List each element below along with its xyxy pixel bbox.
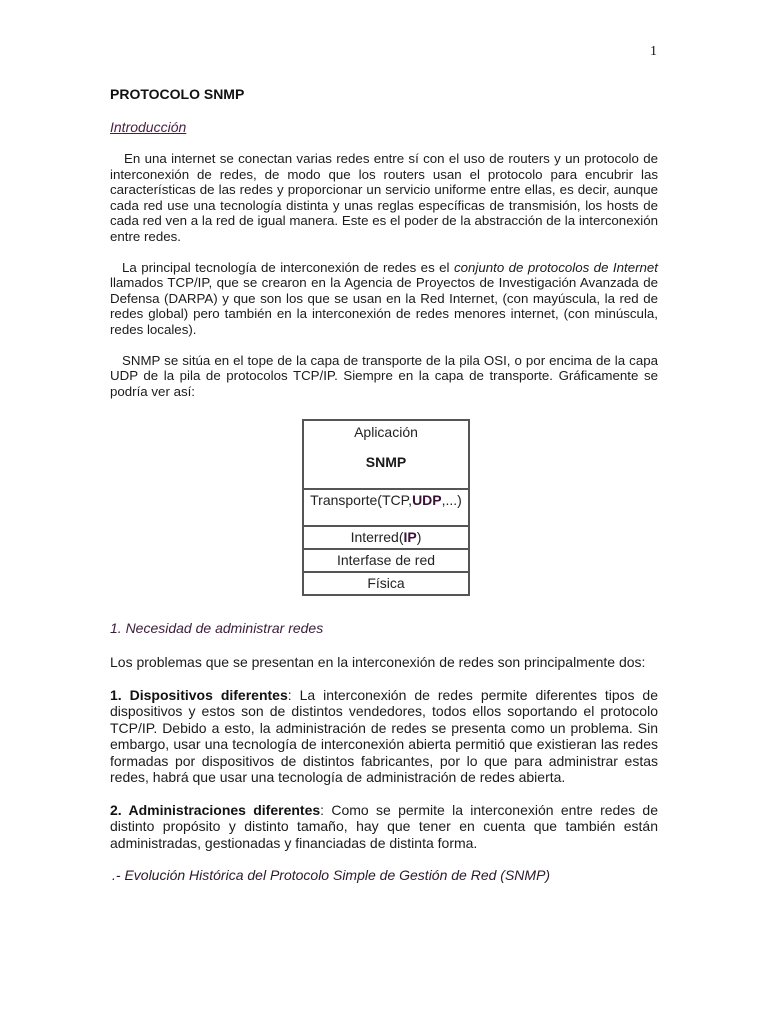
paragraph-tcpip-rest: llamados TCP/IP, que se crearon en la Agencia de Proyectos de Investigación Avanzada de Defensa (DARPA) y que son los que se usan en la Red Internet, (con mayúscula, la red de redes global) pero también en la interconexión de redes menores internet, (con minúscula, redes locales). [110,275,658,337]
page-title: PROTOCOLO SNMP [110,86,245,102]
internet-layer [304,527,468,550]
transport-layer-prefix: Transporte(TCP, [310,492,413,509]
transport-layer [304,490,468,527]
problem-different-administrations-title: 2. Administraciones diferentes [110,801,321,818]
problem-different-devices-text: : La interconexión de redes permite diferentes tipos de dispositivos y estos son de distintos vendedores, todos ellos soportando el protocolo TCP/IP. Debido a esto, la administración de redes se presenta como un problema. Sin embargo, usar una tecnología de interconexión abierta permitió que existieran las redes formadas por dispositivos de distintos fabricantes, por lo que para administrar estas redes, habrá que usar una tecnología de administración de redes abierta. [110,686,658,786]
problem-different-devices [110,687,658,786]
paragraph-snmp-position-text: SNMP se sitúa en el tope de la capa de transporte de la pila OSI, o por encima de la capa UDP de la pila de protocolos TCP/IP. Siempre en la capa de transporte. Gráficamente se podría ver así: [110,352,658,399]
paragraph-internet-text: En una internet se conectan varias redes entre sí con el uso de routers y un protocolo de interconexión de redes, de modo que los routers usan el protocolo para encubrir las características de las redes y proporcionar un servicio uniforme entre ellas, es decir, aunque cada red use una tecnología distinta y unas reglas específicas de transmisión, los hosts de cada red ven a la red de igual manera. Este es el poder de la abstracción de la interconexión entre redes. [110,151,658,244]
problem-different-administrations-text: : Como se permite la interconexión entre redes de distinto propósito y distinto tamaño, hay que tener en cuenta que también están administradas, gestionadas y financiadas de distinta forma. [110,801,658,851]
physical-layer: Física [367,575,405,592]
snmp-label: SNMP [365,454,407,471]
application-layer-label: Aplicación [354,424,418,441]
internet-layer-suffix: ) [416,529,422,546]
application-layer [304,421,468,490]
paragraph-tcpip [110,260,658,338]
problem-different-devices-title: 1. Dispositivos diferentes [110,686,288,703]
protocol-suite-term: conjunto de protocolos de Internet [453,259,658,275]
paragraph-internet [110,151,658,245]
ip-label: IP [403,529,417,546]
problem-different-administrations [110,802,658,852]
internet-layer-prefix: Interred( [350,529,404,546]
network-interface-layer: Interfase de red [304,550,468,573]
problems-intro: Los problemas que se presentan en la interconexión de redes son principalmente dos: [110,654,646,671]
udp-label: UDP [412,492,442,509]
section-heading-network-management: 1. Necesidad de administrar redes [110,620,324,637]
transport-layer-suffix: ,...) [441,492,462,509]
protocol-stack-diagram [302,419,470,596]
history-heading: .- Evolución Histórica del Protocolo Simple de Gestión de Red (SNMP) [112,867,551,884]
paragraph-snmp-position [110,353,658,400]
intro-heading: Introducción [110,119,187,135]
page-number: 1 [650,44,657,59]
document-body [110,86,658,883]
paragraph-tcpip-lead: La principal tecnología de interconexión de redes es el [122,259,454,275]
